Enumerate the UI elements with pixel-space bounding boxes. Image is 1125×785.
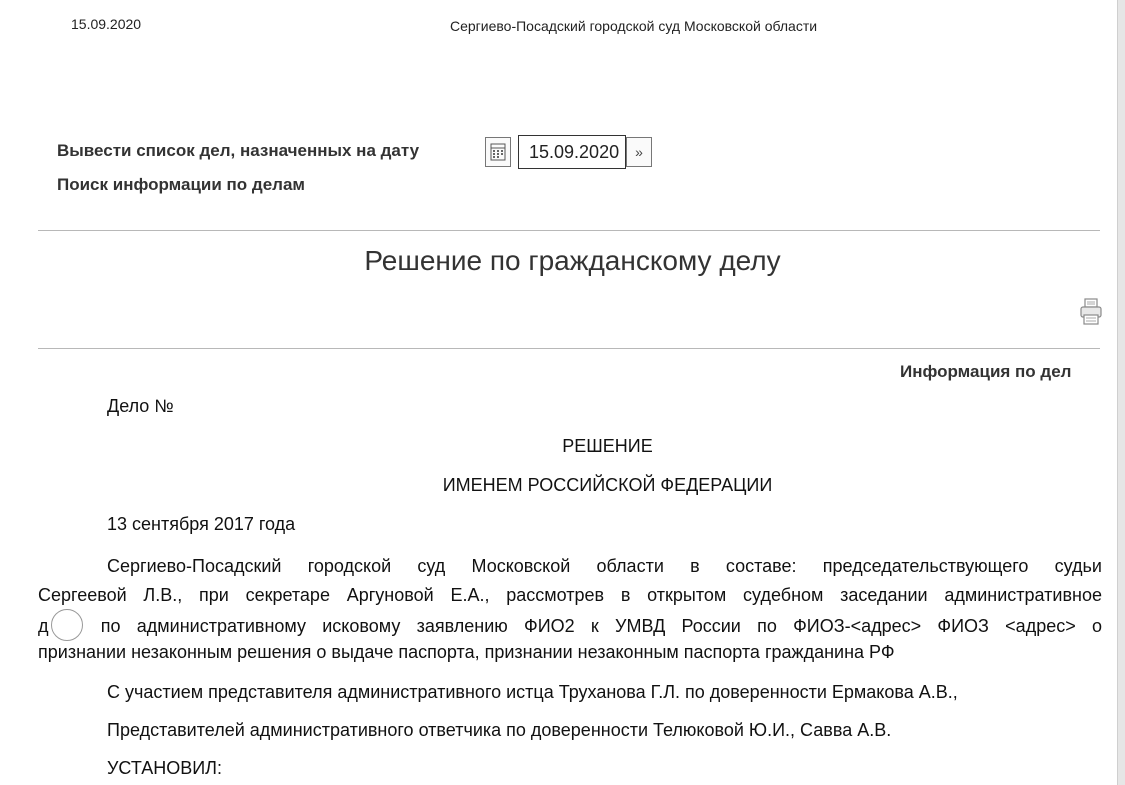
paragraph-line xyxy=(38,609,1102,642)
list-by-date-label: Вывести список дел, назначенных на дату xyxy=(57,141,420,160)
case-info-search-link[interactable]: Поиск информации по делам xyxy=(57,175,305,194)
page-title: Решение по гражданскому делу xyxy=(364,245,781,276)
printer-icon xyxy=(1078,296,1104,328)
case-number-label: Дело № xyxy=(107,396,174,416)
calendar-button[interactable] xyxy=(485,137,511,167)
established-heading: УСТАНОВИЛ: xyxy=(107,758,222,778)
divider xyxy=(38,230,1100,231)
print-button[interactable] xyxy=(1078,296,1104,328)
paragraph-line: Сергиево-Посадский городской суд Московской области в составе: председательствующего судьи xyxy=(107,556,1102,576)
double-arrow-icon: » xyxy=(635,144,643,160)
paragraph-fragment: по административному исковому заявлению ФИО2 к УМВД России по ФИОЗ-<адрес> ФИОЗ <адрес> о xyxy=(100,616,1102,636)
representative-plaintiff: С участием представителя административного истца Труханова Г.Л. по доверенности Ермакова А.В., xyxy=(107,682,958,702)
court-name: Сергиево-Посадский городской суд Московской области xyxy=(450,18,818,34)
header-date: 15.09.2020 xyxy=(71,16,142,32)
case-info-tab[interactable]: Информация по дел xyxy=(900,362,1072,381)
representative-defendant: Представителей административного ответчика по доверенности Телюковой Ю.И., Савва А.В. xyxy=(107,720,892,740)
date-input[interactable]: 15.09.2020 xyxy=(518,135,626,169)
paragraph-line: признании незаконным решения о выдаче паспорта, признании незаконным паспорта гражданина РФ xyxy=(38,642,895,662)
federation-heading: ИМЕНЕМ РОССИЙСКОЙ ФЕДЕРАЦИИ xyxy=(442,475,773,495)
divider xyxy=(38,348,1100,349)
right-edge-shade xyxy=(1117,0,1125,785)
redaction-mark xyxy=(51,609,83,641)
paragraph-line: Сергеевой Л.В., при секретаре Аргуновой Е.А., рассмотрев в открытом судебном заседании административное xyxy=(38,585,1102,605)
calendar-icon xyxy=(490,143,506,161)
decision-date: 13 сентября 2017 года xyxy=(107,514,296,534)
decision-heading: РЕШЕНИЕ xyxy=(562,436,653,456)
paragraph-fragment: д xyxy=(38,616,49,636)
go-button[interactable] xyxy=(626,137,652,167)
